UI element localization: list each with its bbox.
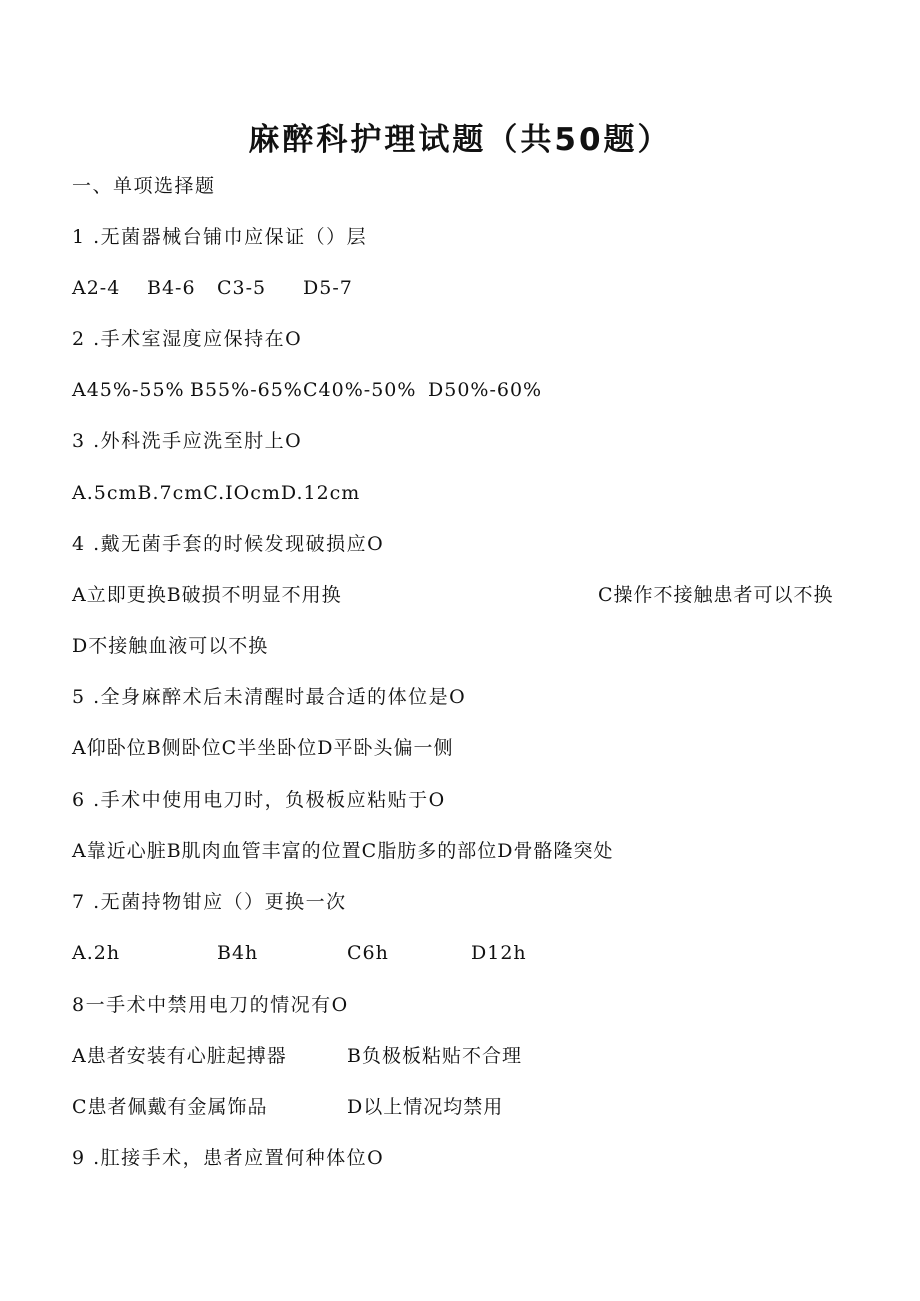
question-2-option-b: B55%-65% <box>190 379 303 401</box>
question-2-stem: 2 .手术室湿度应保持在O <box>72 328 303 350</box>
question-7-option-a: A.2h <box>72 942 121 964</box>
question-1-option-b: B4-6 <box>147 277 196 299</box>
question-8-option-a: A患者安装有心脏起搏器 <box>72 1045 287 1067</box>
question-2-option-c: C40%-50% <box>303 379 417 401</box>
question-7-stem: 7 .无菌持物钳应（）更换一次 <box>72 891 347 913</box>
question-5-stem: 5 .全身麻醉术后未清醒时最合适的体位是O <box>72 686 467 708</box>
question-8-option-c: C患者佩戴有金属饰品 <box>72 1096 268 1118</box>
question-1-option-a: A2-4 <box>72 277 121 299</box>
question-5-options: A仰卧位B侧卧位C半坐卧位D平卧头偏一侧 <box>72 737 454 759</box>
question-2-option-a: A45%-55% <box>72 379 185 401</box>
question-3-options: A.5cmB.7cmC.IOcmD.12cm <box>72 482 361 504</box>
question-6-options: A靠近心脏B肌肉血管丰富的位置C脂肪多的部位D骨骼隆突处 <box>72 840 614 862</box>
question-4-option-ab: A立即更换B破损不明显不用换 <box>72 584 342 606</box>
question-9-stem: 9 .肛接手术，患者应置何种体位O <box>72 1147 385 1169</box>
question-1-stem: 1 .无菌器械台铺巾应保证（）层 <box>72 226 368 248</box>
question-4-stem: 4 .戴无菌手套的时候发现破损应O <box>72 533 385 555</box>
question-7-option-b: B4h <box>217 942 259 964</box>
question-1-option-d: D5-7 <box>303 277 353 299</box>
document-title: 麻醉科护理试题（共50题） <box>248 122 672 158</box>
question-7-option-d: D12h <box>471 942 527 964</box>
question-8-stem: 8一手术中禁用电刀的情况有O <box>72 994 349 1016</box>
question-2-option-d: D50%-60% <box>428 379 543 401</box>
question-3-stem: 3 .外科洗手应洗至肘上O <box>72 430 303 452</box>
question-1-option-c: C3-5 <box>217 277 267 299</box>
question-6-stem: 6 .手术中使用电刀时，负极板应粘贴于O <box>72 789 446 811</box>
question-8-option-d: D以上情况均禁用 <box>347 1096 504 1118</box>
question-7-option-c: C6h <box>347 942 389 964</box>
section-heading: 一、单项选择题 <box>72 175 216 197</box>
question-4-option-d: D不接触血液可以不换 <box>72 635 269 657</box>
question-4-option-c: C操作不接触患者可以不换 <box>598 584 834 606</box>
question-8-option-b: B负极板粘贴不合理 <box>347 1045 522 1067</box>
